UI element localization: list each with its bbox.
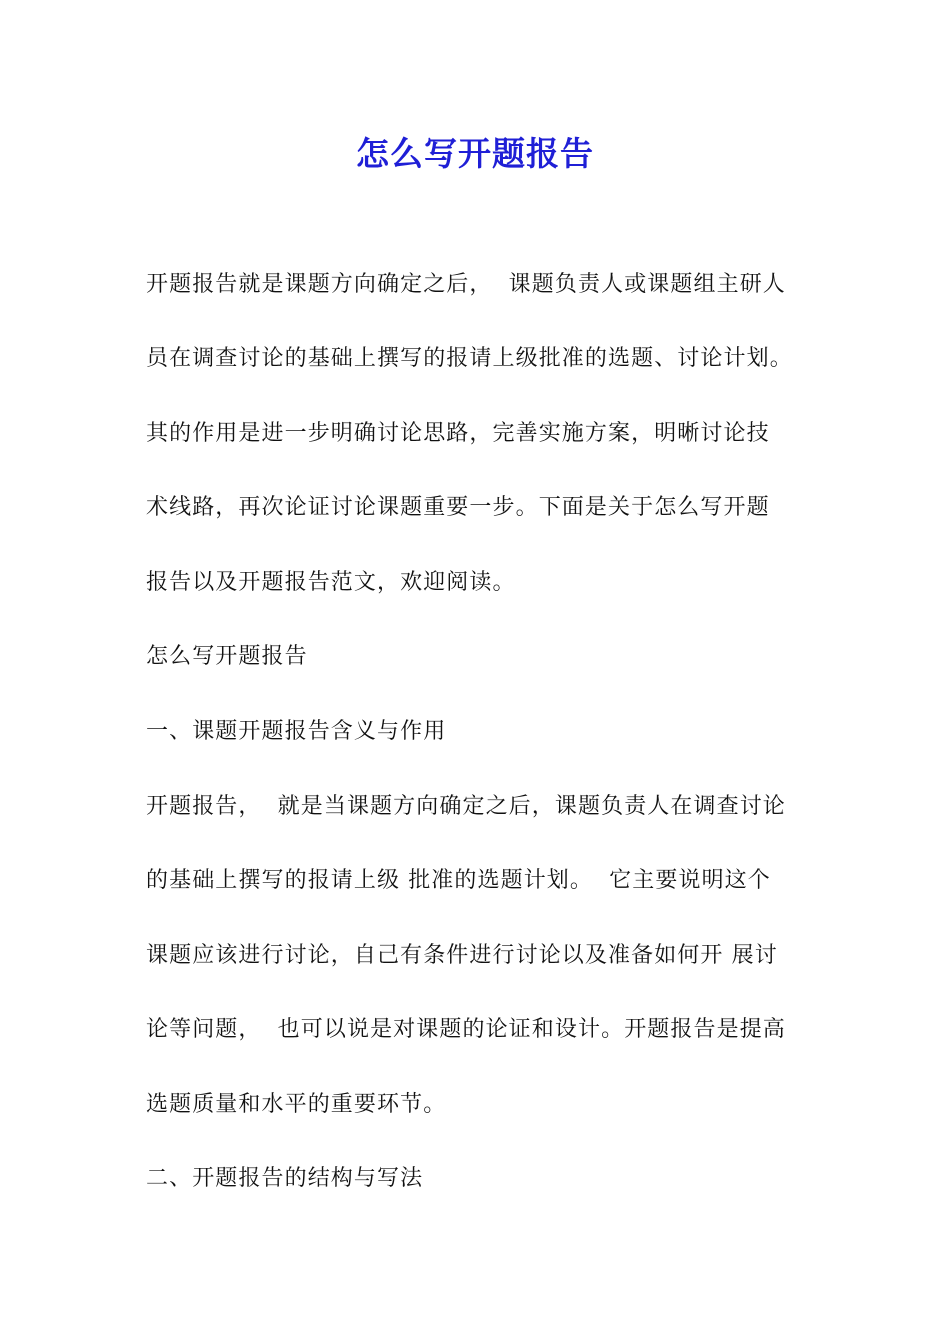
body-line-3: 课题应该进行讨论，自己有条件进行讨论以及准备如何开 展讨 xyxy=(146,943,778,968)
body-line-1: 开题报告， 就是当课题方向确定之后，课题负责人在调查讨论 xyxy=(146,794,786,819)
body-line-5: 选题质量和水平的重要环节。 xyxy=(146,1092,447,1117)
intro-line-2: 员在调查讨论的基础上撰写的报请上级批准的选题、讨论计划。 xyxy=(146,346,793,371)
body-line-4: 论等问题， 也可以说是对课题的论证和设计。开题报告是提高 xyxy=(146,1017,786,1042)
intro-line-5: 报告以及开题报告范文，欢迎阅读。 xyxy=(146,570,516,595)
intro-line-1: 开题报告就是课题方向确定之后， 课题负责人或课题组主研人 xyxy=(146,272,786,297)
document-title: 怎么写开题报告 xyxy=(356,134,594,173)
subsection-heading-1: 一、课题开题报告含义与作用 xyxy=(146,719,447,744)
subsection-heading-2: 二、开题报告的结构与写法 xyxy=(146,1166,424,1191)
intro-line-4: 术线路，再次论证讨论课题重要一步。下面是关于怎么写开题 xyxy=(146,495,770,520)
body-line-2: 的基础上撰写的报请上级 批准的选题计划。 它主要说明这个 xyxy=(146,868,771,893)
section-heading: 怎么写开题报告 xyxy=(146,644,308,669)
intro-line-3: 其的作用是进一步明确讨论思路，完善实施方案，明晰讨论技 xyxy=(146,421,770,446)
